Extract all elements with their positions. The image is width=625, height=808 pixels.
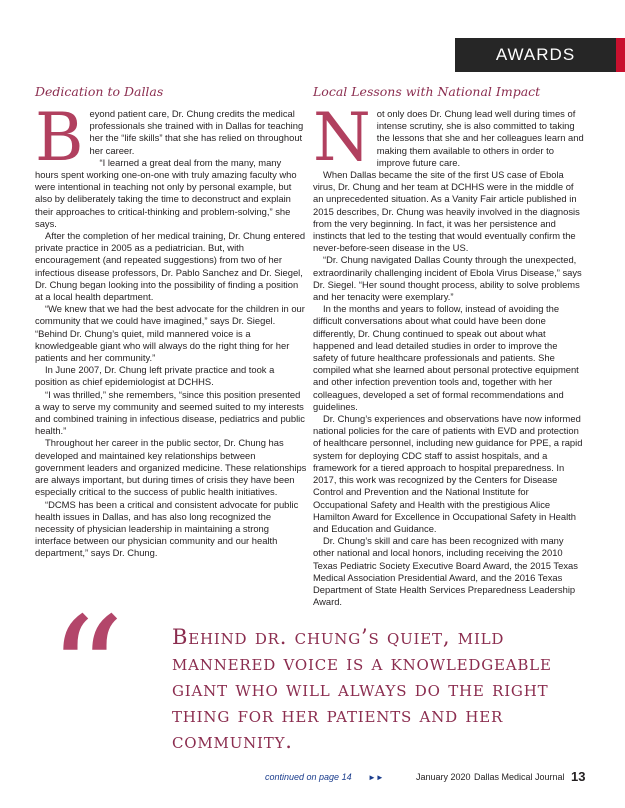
- right-paragraph-2: When Dallas became the site of the first US case of Ebola virus, Dr. Chung and her team at DCHHS were in the middle of an unprecedented situation. As a Vanity Fair article published in 2015 describes, Dr. Chung was heavily involved in the diagnosis from the very beginning. In fact, it was her persistence and instincts that led to the testing that would eventually confirm the never-before-seen disease in the US.: [313, 169, 580, 254]
- quote-mark-icon: “: [48, 586, 125, 760]
- left-paragraph-1: [35, 99, 307, 176]
- left-column: [35, 86, 307, 560]
- continued-arrows-icon: ►►: [368, 773, 384, 782]
- continued-link[interactable]: continued on page 14: [265, 772, 352, 782]
- left-paragraph-7: Throughout her career in the public sector, Dr. Chung has developed and maintained key relationships between government leaders and organized medicine. These relationships are always important, but during times of crisis they have been especially critical to the success of public health initiatives.: [35, 437, 307, 498]
- dropcap-b: B: [35, 99, 84, 176]
- left-column-heading: Dedication to Dallas: [35, 84, 164, 99]
- right-column: [313, 86, 585, 608]
- right-paragraph-3: “Dr. Chung navigated Dallas County through the unexpected, extraordinarily challenging incident of Ebola Virus Disease,” says Dr. Siegel. “Her sound thought process, ability to solve problems and her tenacity were exemplary.”: [313, 254, 582, 303]
- left-paragraph-4: “We knew that we had the best advocate for the children in our community that we could have imagined,” says Dr. Siegel. “Behind Dr. Chung’s quiet, mild mannered voice is a knowledgeable giant who will always do the right thing for her patients and her community.”: [35, 303, 305, 364]
- right-paragraph-1: [313, 99, 585, 176]
- section-tab: [455, 38, 616, 72]
- dropcap-n: N: [313, 99, 371, 176]
- pull-quote: Behind dr. chung’s quiet, mild mannered voice is a knowledgeable giant who will always do the right thing for her patients and her community.: [172, 625, 552, 753]
- right-paragraph-6: Dr. Chung’s skill and care has been recognized with many other national and local honors, including receiving the 2010 Texas Pediatric Society Executive Board Award, the 2015 Texas Medical Association Presidential Award, and the 2016 Texas Department of State Health Services Preparedness Leadership Award.: [313, 535, 578, 608]
- right-paragraph-5: Dr. Chung’s experiences and observations have now informed national policies for the care of patients with EVD and protection of healthcare personnel, including new guidance for PPE, a rapid system for deploying CDC staff to assist hospitals, and a framework for a tiered approach to hospital preparedness. In 2017, this work was recognized by the Centers for Disease Control and Prevention and the National Institute for Occupational Safety and Health with the prestigious Alice Hamilton Award for Excellence in Occupational Safety in Health and Education and Guidance.: [313, 413, 583, 534]
- left-paragraph-1-text: eyond patient care, Dr. Chung credits the medical professionals she trained with in Dallas for teaching her the “life skills” that she has relied on throughout her career.: [89, 108, 304, 156]
- left-paragraph-3: After the completion of her medical training, Dr. Chung entered private practice in 2005 as a pediatrician. But, with encouragement (and repeated suggestions) from two of her infectious disease professors, Dr. Pablo Sanchez and Dr. Siegel, Dr. Chung began looking into the possibility of finding a position at a local health department.: [35, 230, 306, 303]
- right-paragraph-1-text: ot only does Dr. Chung lead well during times of intense scrutiny, she is also committed to taking the lessons that she and her colleagues learn and making them available to others in order to improve future care.: [376, 108, 584, 168]
- journal-name: Dallas Medical Journal: [474, 772, 565, 782]
- section-tab-accent: [616, 38, 625, 72]
- left-paragraph-6: “I was thrilled,” she remembers, “since this position presented a way to serve my community and seemed suited to my interests and combined training in infectious disease, pediatrics and public health.”: [35, 388, 305, 437]
- left-paragraph-5: In June 2007, Dr. Chung left private practice and took a position as chief epidemiologist at DCHHS.: [35, 364, 275, 388]
- page-number: 13: [571, 769, 586, 784]
- section-tab-label: AWARDS: [495, 45, 576, 64]
- right-column-heading: Local Lessons with National Impact: [313, 84, 541, 99]
- left-paragraph-8: “DCMS has been a critical and consistent advocate for public health issues in Dallas, and has also long recognized the necessity of physician leadership in maintaining a strong interface between our physician community and our health department,” says Dr. Chung.: [35, 498, 299, 559]
- issue-date: January 2020: [416, 772, 471, 782]
- left-paragraph-2: “I learned a great deal from the many, many hours spent working one-on-one with truly amazing faculty who were intentional in teaching not only by personal example, but also by deliberately taking the time to deconstruct and explain their approaches to critical-thinking and problem-solving,” she says.: [35, 156, 297, 229]
- right-paragraph-4: In the months and years to follow, instead of avoiding the difficult conversations about what could have been done differently, Dr. Chung continued to speak out about what happened and lead detailed studies in order to improve the safety of future healthcare professionals and patients. She compiled what she learned about personal protective equipment and other infection prevention tools and, together with her colleagues, developed a set of formal recommendations and guidelines.: [313, 303, 579, 412]
